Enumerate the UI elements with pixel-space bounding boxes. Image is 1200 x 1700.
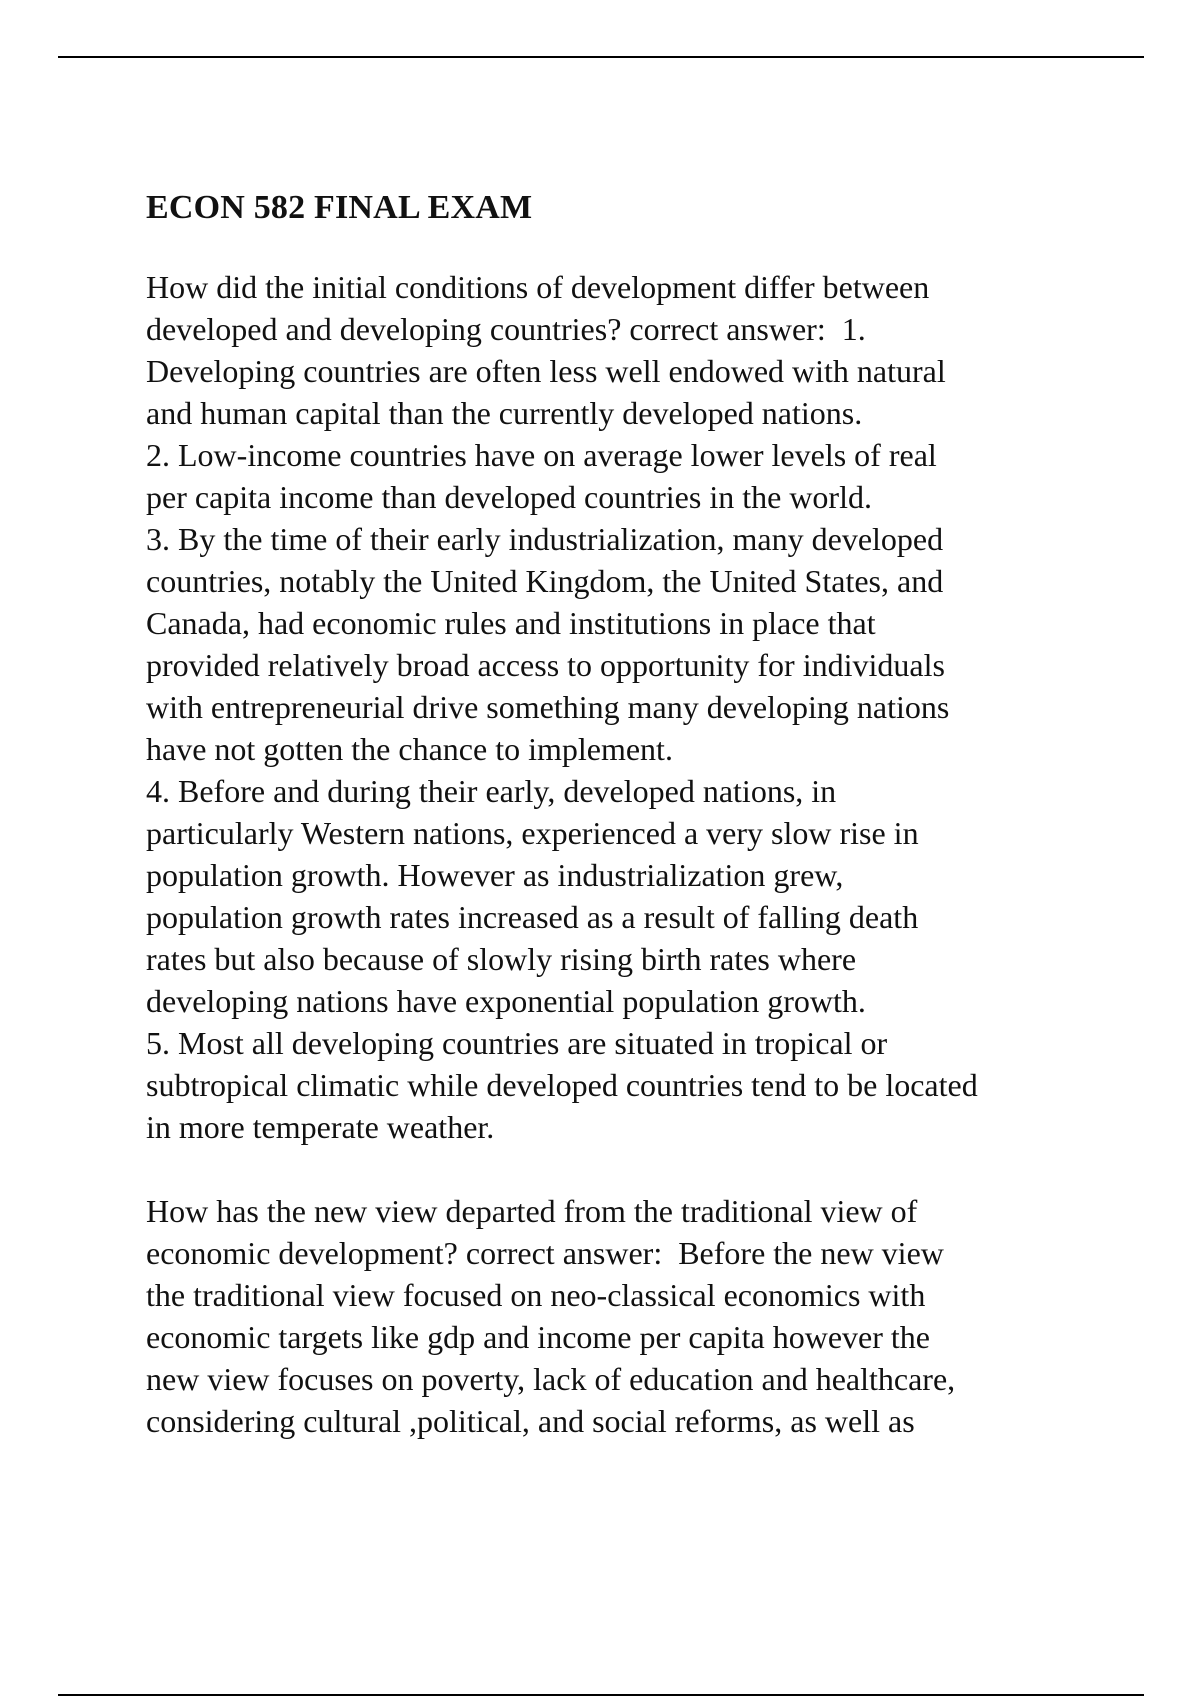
text-line: have not gotten the chance to implement.: [146, 731, 673, 767]
text-line: economic development? correct answer: Before the new view: [146, 1235, 944, 1271]
text-line: economic targets like gdp and income per capita however the: [146, 1319, 930, 1355]
text-line: 3. By the time of their early industrialization, many developed: [146, 521, 944, 557]
text-line: Canada, had economic rules and institutions in place that: [146, 605, 876, 641]
text-line: and human capital than the currently developed nations.: [146, 395, 863, 431]
text-line: in more temperate weather.: [146, 1109, 495, 1145]
text-line: the traditional view focused on neo-classical economics with: [146, 1277, 926, 1313]
text-line: subtropical climatic while developed countries tend to be located: [146, 1067, 978, 1103]
text-line: 4. Before and during their early, developed nations, in: [146, 773, 837, 809]
text-line: countries, notably the United Kingdom, the United States, and: [146, 563, 944, 599]
text-line: particularly Western nations, experienced a very slow rise in: [146, 815, 919, 851]
text-line: new view focuses on poverty, lack of education and healthcare,: [146, 1361, 956, 1397]
text-line: provided relatively broad access to opportunity for individuals: [146, 647, 945, 683]
text-line: developing nations have exponential population growth.: [146, 983, 866, 1019]
text-line: developed and developing countries? correct answer: 1.: [146, 311, 866, 347]
qa-item-2: [146, 1190, 1096, 1442]
text-line: 5. Most all developing countries are situated in tropical or: [146, 1025, 888, 1061]
text-line: How did the initial conditions of development differ between: [146, 269, 930, 305]
text-line: Developing countries are often less well endowed with natural: [146, 353, 946, 389]
text-line: 2. Low-income countries have on average lower levels of real: [146, 437, 937, 473]
text-line: with entrepreneurial drive something many developing nations: [146, 689, 950, 725]
bottom-rule: [58, 1694, 1144, 1696]
top-rule: [58, 56, 1144, 58]
page-content: [146, 188, 1096, 1484]
exam-title: ECON 582 FINAL EXAM: [146, 189, 533, 226]
text-line: per capita income than developed countries in the world.: [146, 479, 872, 515]
text-line: considering cultural ,political, and social reforms, as well as: [146, 1403, 915, 1439]
text-line: rates but also because of slowly rising birth rates where: [146, 941, 857, 977]
text-line: population growth rates increased as a result of falling death: [146, 899, 919, 935]
qa-item-1: [146, 266, 1096, 1148]
text-line: population growth. However as industrialization grew,: [146, 857, 844, 893]
text-line: How has the new view departed from the traditional view of: [146, 1193, 918, 1229]
